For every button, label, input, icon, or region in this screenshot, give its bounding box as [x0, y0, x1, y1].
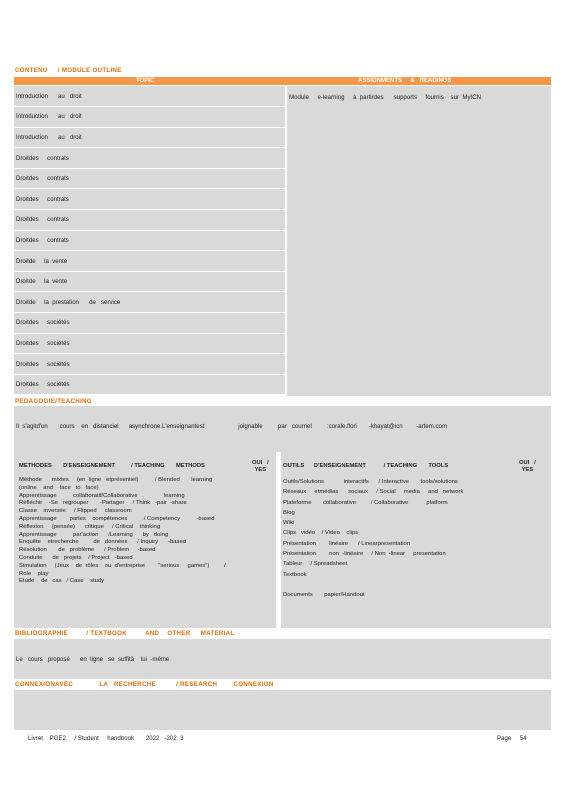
tool-item: Tableur / Spreadsheet [283, 561, 348, 568]
module-outline-title: CONTENU / MODULE OUTLINE [15, 67, 122, 74]
outline-header-bar [14, 77, 551, 85]
pedagogy-text: Il s'agitd'un cours en distanciel asynchrone.L'enseignantest joignable par courriel :corale.flori -khayat@icn -artem.com [16, 423, 448, 430]
tool-item: Clips vidéo / Video clips [283, 530, 359, 537]
teaching-tools-panel [281, 452, 551, 628]
tools-list [283, 477, 463, 601]
tool-item: Présentation non -linéaire / Non -linear presentation [283, 551, 446, 558]
assignments-cell [287, 86, 551, 396]
topic-column-header: TOPIC [136, 77, 155, 84]
assignments-column-header: ASSIGNMENTS & READINGS [358, 77, 452, 84]
method-item: Résolution de problème / Problem -based [19, 547, 156, 554]
tool-item: Présentation linéaire / Linearpresentation [283, 540, 411, 547]
topic-cell: Droitdes contrats [14, 189, 285, 210]
topic-cell: Introduction au droit [14, 107, 285, 128]
teaching-methods-panel [14, 452, 276, 628]
tool-item: Documents papier/Handout [283, 592, 365, 599]
tool-item: Plateforme collaborative / Collaborative platform [283, 499, 448, 506]
research-cell [14, 690, 551, 730]
pedagogy-title: PEDAGOGIE/TEACHING [15, 398, 92, 405]
assignment-text: Module e-learning à partirdes supports fournis sur MyICN [289, 94, 482, 101]
topic-cell: Droitdes contrats [14, 148, 285, 169]
method-item: Apprentissage collaboratif/Collaborative learning [19, 492, 185, 499]
tool-item: Blog [283, 509, 295, 516]
method-item: Simulation (Jeux de rôles ou d'entreprise "serious games") / [19, 562, 226, 569]
tool-item: Wiki [283, 520, 295, 527]
topic-cell: Droitdes sociétés [14, 374, 285, 395]
footer-handbook-label: Livret PGE2 / Student handbook 2022 -202 3 [28, 735, 184, 742]
topic-cell: Droitde la prestation de service [14, 292, 285, 313]
topic-cell: Droitdes contrats [14, 230, 285, 251]
method-item: Apprentissage par'action /Learning by doing [19, 531, 169, 538]
methods-list [19, 477, 226, 586]
tools-oui-yes: OUI / YES [519, 460, 536, 473]
methods-heading: METHODES D'ENSEIGNEMENT / TEACHING METHODS [19, 463, 205, 469]
method-item: Enquête etrecherche de données / Inquiry -based [19, 539, 186, 546]
method-item: (online and face to face) [19, 484, 99, 491]
method-item: Réfléchir -Se regrouper -Partager / Think -pair -share [19, 500, 187, 507]
page-number: Page 54 [497, 735, 527, 742]
method-item: Role play [19, 570, 49, 577]
method-item: Réflexion (pensée) critique / Critical thinking [19, 523, 161, 530]
research-title: CONNEXIONAVEC LA RECHERCHE / RESEARCH CONNEXION [15, 681, 274, 688]
method-item: Classe inversée / Flipped classroom [19, 508, 132, 515]
tool-item: Textbook [283, 571, 307, 578]
topic-cell: Droitdes contrats [14, 210, 285, 231]
topic-cell: Droitdes contrats [14, 168, 285, 189]
method-item: Méthode mixtes (en ligne etprésentiel) / Blended learning [19, 477, 213, 483]
method-item: Conduite de projets / Project -based [19, 554, 133, 561]
topic-cell: Droitde la vente [14, 251, 285, 272]
topic-cell: Droitdes sociétés [14, 313, 285, 334]
method-item: Etude de cas / Case study [19, 578, 105, 585]
tool-item: Réseaux etmédias sociaux / Social media and network [283, 489, 464, 496]
topic-cell: Droitde la vente [14, 271, 285, 292]
topic-cell: Droitdes sociétés [14, 354, 285, 375]
topic-cell: Introduction au droit [14, 86, 285, 107]
tool-item: Outils/Solutions interactifs / Interactive tools/solutions [283, 479, 458, 485]
bibliography-text: Le cours proposé en ligne se suffità lui -même [16, 656, 170, 663]
topic-cell: Introduction au droit [14, 127, 285, 148]
tool-item [283, 580, 463, 590]
method-item: Apprentissage parles compétences / Competency -based [19, 515, 215, 522]
methods-oui-yes: OUI / YES [252, 460, 269, 473]
bibliography-title: BIBLIOGRAPHIE / TEXTBOOK AND OTHER MATERIAL [15, 630, 235, 637]
tools-heading: OUTILS D'ENSEIGNEMENT / TEACHING TOOLS [283, 463, 449, 469]
topic-cell: Droitdes sociétés [14, 333, 285, 354]
